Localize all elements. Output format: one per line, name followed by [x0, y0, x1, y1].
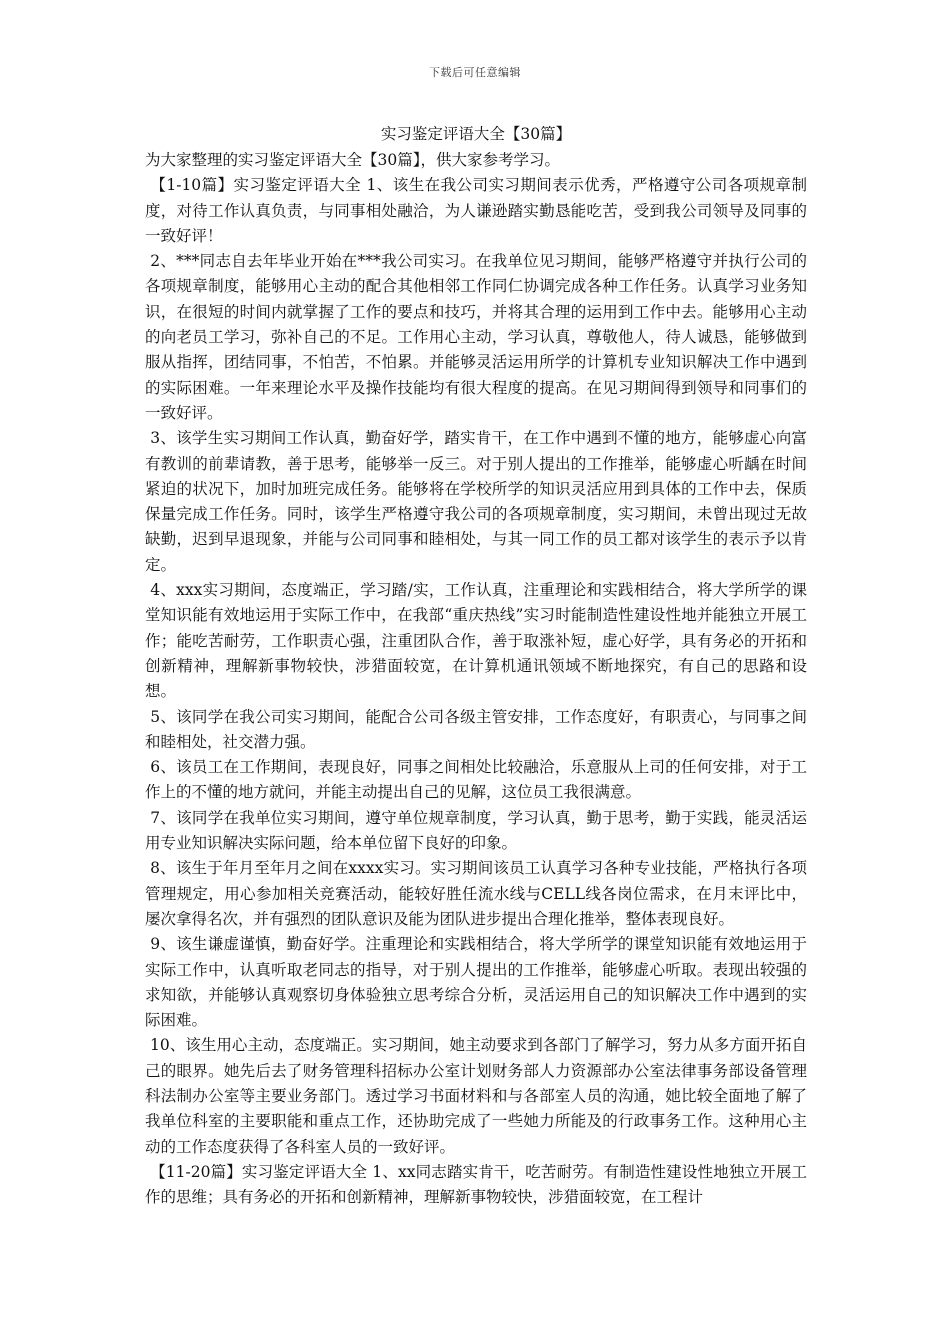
paragraph-item-3: 3、该学生实习期间工作认真，勤奋好学，踏实肯干，在工作中遇到不懂的地方，能够虚心向富有教训的前辈请教，善于思考，能够举一反三。对于别人提出的工作推举，能够虚心听龋在时间紧迫的状况下，加时加班完成任务。能够将在学校所学的知识灵活应用到具体的工作中去，保质保量完成工作任务。同时，该学生严格遵守我公司的各项规章制度，实习期间，未曾出现过无故缺勤，迟到早退现象，并能与公司同事和睦相处，与其一同工作的员工都对该学生的表示予以肯定。 [145, 429, 807, 574]
header-note: 下载后可任意编辑 [429, 66, 521, 79]
paragraph-item-4: 4、xxx实习期间，态度端正，学习踏/实，工作认真，注重理论和实践相结合，将大学所学的课堂知识能有效地运用于实际工作中，在我部“重庆热线”实习时能制造性建设性地并能独立开展工作；能吃苦耐劳，工作职责心强，注重团队合作，善于取涨补短，虚心好学，具有务必的开拓和创新精神，理解新事物较快，涉猎面较宽，在计算机通讯领域不断地探究，有自己的思路和设想。 [145, 581, 807, 701]
paragraph-item-10: 10、该生用心主动，态度端正。实习期间，她主动要求到各部门了解学习，努力从多方面开拓自己的眼界。她先后去了财务管理科招标办公室计划财务部人力资源部办公室法律事务部设备管理科法制办公室等主要业务部门。透过学习书面材料和与各部室人员的沟通，她比较全面地了解了我单位科室的主要职能和重点工作，还协助完成了一些她力所能及的行政事务工作。这种用心主动的工作态度获得了各科室人员的一致好评。 [145, 1036, 807, 1156]
paragraph-section-11-20-item-1: 【11-20篇】实习鉴定评语大全 1、xx同志踏实肯干，吃苦耐劳。有制造性建设性地独立开展工作的思维；具有务必的开拓和创新精神，理解新事物较快，涉猎面较宽，在工程计 [145, 1162, 807, 1207]
paragraph-item-2: 2、***同志自去年毕业开始在***我公司实习。在我单位见习期间，能够严格遵守并执行公司的各项规章制度，能够用心主动的配合其他相邻工作同仁协调完成各种工作任务。认真学习业务知识，在很短的时间内就掌握了工作的要点和技巧，并将其合理的运用到工作中去。能够用心主动的向老员工学习，弥补自己的不足。工作用心主动，学习认真，尊敬他人，待人诚恳，能够做到服从指挥，团结同事，不怕苦，不怕累。并能够灵活运用所学的计算机专业知识解决工作中遇到的实际困难。一年来理论水平及操作技能均有很大程度的提高。在见习期间得到领导和同事们的一致好评。 [145, 252, 807, 422]
paragraph-item-9: 9、该生谦虚谨慎，勤奋好学。注重理论和实践相结合，将大学所学的课堂知识能有效地运用于实际工作中，认真听取老同志的指导，对于别人提出的工作推举，能够虚心听取。表现出较强的求知欲，并能够认真观察切身体验独立思考综合分析，灵活运用自己的知识解决工作中遇到的实际困难。 [145, 935, 807, 1030]
document-title: 实习鉴定评语大全【30篇】 [380, 125, 572, 143]
paragraph-section-1-10-item-1: 【1-10篇】实习鉴定评语大全 1、该生在我公司实习期间表示优秀，严格遵守公司各项规章制度，对待工作认真负责，与同事相处融洽，为人谦逊踏实勤恳能吃苦，受到我公司领导及同事的一致好评！ [145, 176, 807, 245]
paragraph-item-8: 8、该生于年月至年月之间在xxxx实习。实习期间该员工认真学习各种专业技能，严格执行各项管理规定，用心参加相关竞赛活动，能较好胜任流水线与CELL线各岗位需求，在月末评比中，屡次拿得名次，并有强烈的团队意识及能为团队进步提出合理化推举，整体表现良好。 [145, 859, 807, 928]
document-body [145, 120, 807, 1210]
intro-paragraph: 为大家整理的实习鉴定评语大全【30篇】，供大家参考学习。 [145, 151, 560, 169]
paragraph-item-5: 5、该同学在我公司实习期间，能配合公司各级主管安排，工作态度好，有职责心，与同事之间和睦相处，社交潜力强。 [145, 707, 807, 751]
paragraph-item-7: 7、该同学在我单位实习期间，遵守单位规章制度，学习认真，勤于思考，勤于实践，能灵活运用专业知识解决实际问题，给本单位留下良好的印象。 [145, 808, 807, 853]
paragraph-item-6: 6、该员工在工作期间，表现良好，同事之间相处比较融洽，乐意服从上司的任何安排，对于工作上的不懂的地方就问，并能主动提出自己的见解，这位员工我很满意。 [145, 758, 807, 802]
